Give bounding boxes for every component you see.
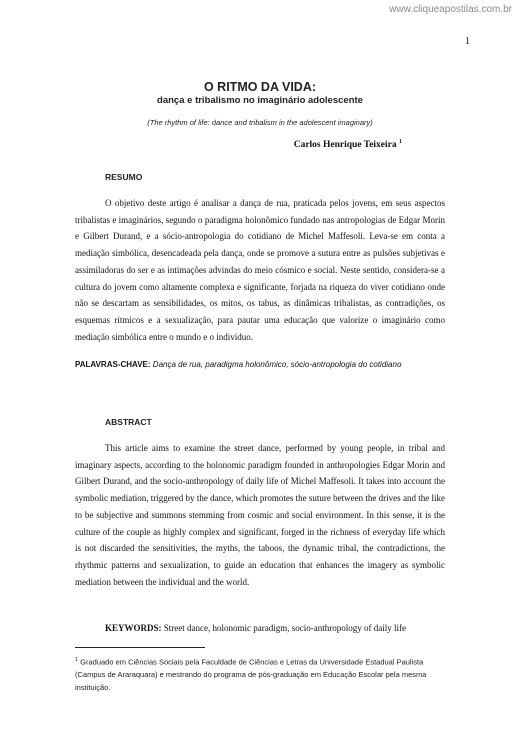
keywords-value: Street dance, holonomic paradigm, socio-anthropology of daily life bbox=[163, 623, 406, 633]
palavras-chave-label: PALAVRAS-CHAVE: bbox=[75, 360, 151, 369]
paper-subtitle: dança e tribalismo no imaginário adolescente bbox=[157, 95, 363, 106]
footnote-divider bbox=[75, 647, 205, 648]
palavras-chave-value: Dança de rua, paradigma holonômico, sócio-antropologia do cotidiano bbox=[152, 360, 402, 369]
resumo-text: O objetivo deste artigo é analisar a dança de rua, praticada pelos jovens, em seus aspectos tribalistas e imaginários, segundo o paradigma holonômico fundado nas antropologias de Edgar Morin e Gilbert Durand, e a sócio-antropologia do cotidiano de Michel Maffesoli. Leva-se em conta a mediação simbólica, desencadeada pela dança, onde se promove a sutura entre as pulsões subjetivas e assimiladoras do ser e as intimações advindas do meio cósmico e social. Neste sentido, considera-se a cultura do jovem como altamente complexa e significante, forjada na riqueza do viver cotidiano onde não se descartam as sensibilidades, os mitos, os tabus, as dinâmicas tribalistas, as contradições, os esquemas rítmicos e a sexualização, para pautar uma educação que valorize o imaginário como mediação simbólica entre o mundo e o indivíduo. bbox=[75, 198, 445, 342]
resumo-heading: RESUMO bbox=[105, 172, 143, 182]
footnote bbox=[75, 654, 455, 694]
keywords bbox=[105, 623, 465, 633]
english-title: (The rhythm of life: dance and tribalism in the adolescent imaginary) bbox=[147, 118, 373, 127]
page-number: 1 bbox=[465, 36, 470, 47]
author-footnote-mark: 1 bbox=[399, 139, 402, 145]
footnote-mark: 1 bbox=[75, 657, 79, 663]
footnote-text: Graduado em Ciências Sociais pela Faculdade de Ciências e Letras da Universidade Estadual Paulista (Campus de Araraquara) e mestrando do programa de pós-graduação em Educação Escolar pela mesma instituição. bbox=[75, 657, 427, 692]
author-line bbox=[294, 139, 402, 150]
watermark-url: www.cliqueapostilas.com.br bbox=[389, 4, 512, 15]
keywords-label: KEYWORDS: bbox=[105, 623, 162, 633]
author-name: Carlos Henrique Teixeira bbox=[293, 140, 397, 151]
abstract-heading: ABSTRACT bbox=[105, 417, 152, 427]
abstract-text: This article aims to examine the street dance, performed by young people, in tribal and imaginary aspects, according to the holonomic paradigm founded in anthropologies Edgar Morin and Gilbert Durand, and the socio-anthropology of daily life of Michel Maffesoli. It takes into account the symbolic mediation, triggered by the dance, which promotes the suture between the drives and the like to be subjective and summons stemming from cosmic and social environment. In this sense, it is the culture of the couple as highly complex and significant, forged in the richness of everyday life which is not discarded the sensitivities, the myths, the taboos, the dynamic tribal, the contradictions, the rhythmic patterns and sexualization, to guide an education that enhances the imagery as symbolic mediation between the individual and the world. bbox=[75, 443, 445, 587]
paper-title: O RITMO DA VIDA: bbox=[203, 80, 317, 94]
palavras-chave bbox=[75, 360, 455, 369]
